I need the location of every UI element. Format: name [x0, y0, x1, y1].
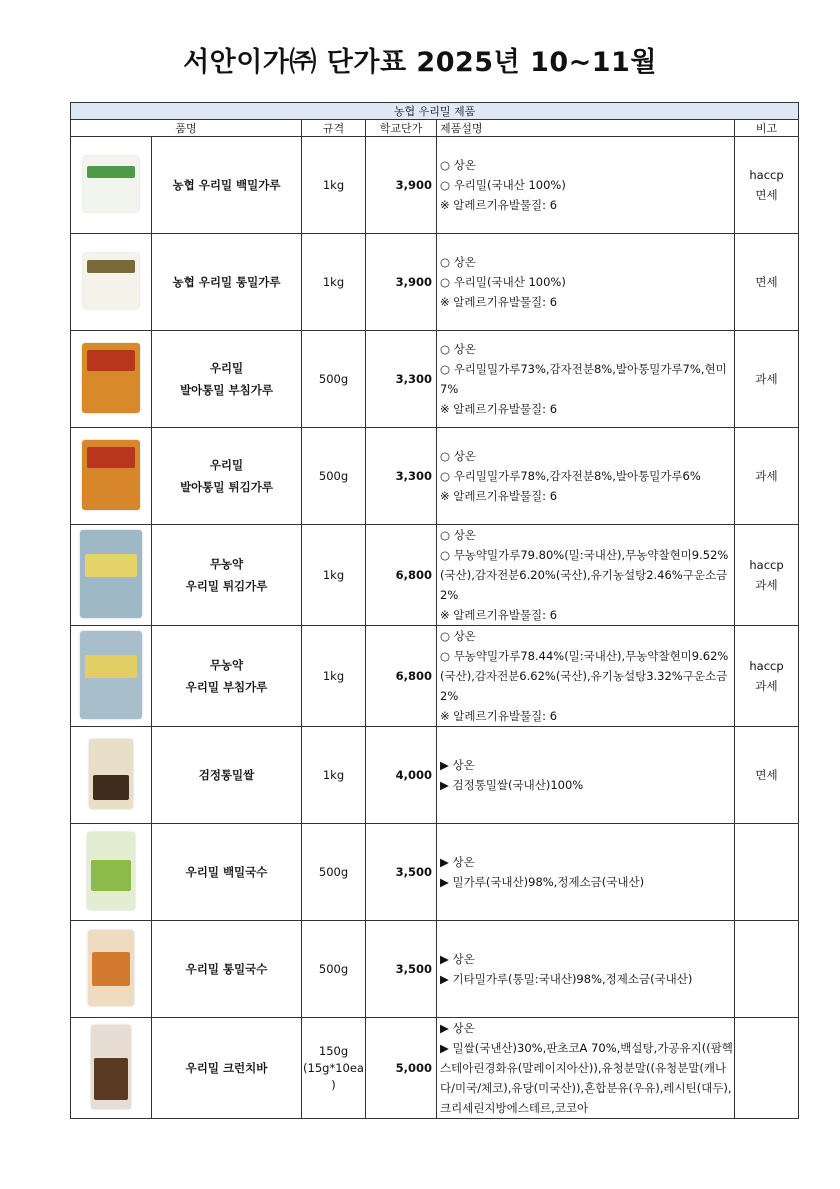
product-desc-line: ▶ 밀쌀(국낸산)30%,판초코A 70%,백설탕,가공유지((팜헥스테아린경화유(말레이지아산)),유청분말((유청분말(캐나다/미국/체코),유당(미국산)),혼합분유(우유),레시틴(대두),크리세린지방에스테르,코코아 — [440, 1041, 733, 1115]
product-name-line: 우리밀 부침가루 — [185, 680, 268, 694]
product-spec — [302, 331, 366, 428]
table-row — [71, 428, 799, 525]
product-image-cell — [71, 525, 152, 626]
product-image-label — [87, 447, 136, 468]
table-row — [71, 824, 799, 921]
product-image — [83, 156, 139, 212]
product-image — [87, 832, 135, 910]
header-desc: 제품설명 — [437, 120, 735, 137]
product-desc-line: ▶ 상온 — [440, 855, 475, 869]
product-name — [152, 525, 302, 626]
product-image — [80, 631, 142, 719]
product-spec-line: 150g — [318, 1043, 349, 1058]
product-spec-line: 1kg — [322, 567, 345, 582]
product-desc-line: ○ 우리밀밀가루78%,감자전분8%,발아통밀가루6% — [440, 469, 701, 483]
product-price: 3,900 — [366, 137, 437, 234]
product-spec-line: (15g*10ea — [303, 1060, 364, 1075]
product-spec — [302, 626, 366, 727]
product-desc — [437, 137, 735, 234]
product-desc — [437, 921, 735, 1018]
product-price: 3,300 — [366, 331, 437, 428]
product-name — [152, 921, 302, 1018]
product-desc-line: ▶ 기타밀가루(통밀:국내산)98%,정제소금(국내산) — [440, 972, 693, 986]
product-spec — [302, 727, 366, 824]
product-name-line: 농협 우리밀 백밀가루 — [172, 178, 281, 192]
header-note: 비고 — [735, 120, 799, 137]
product-desc-line: ※ 알레르기유발물질: 6 — [440, 608, 558, 622]
product-note-line: 과세 — [755, 679, 778, 693]
product-desc — [437, 331, 735, 428]
product-spec-line: 1kg — [322, 274, 345, 289]
product-price: 5,000 — [366, 1018, 437, 1119]
product-image — [83, 253, 139, 309]
product-image-cell — [71, 824, 152, 921]
product-spec — [302, 428, 366, 525]
product-desc-line: ▶ 상온 — [440, 758, 475, 772]
product-spec-line: 500g — [318, 864, 349, 879]
product-price: 3,500 — [366, 824, 437, 921]
product-note — [735, 1018, 799, 1119]
product-desc — [437, 824, 735, 921]
table-row — [71, 234, 799, 331]
product-image — [82, 440, 140, 510]
product-image-label — [94, 1058, 128, 1100]
product-spec — [302, 824, 366, 921]
product-desc — [437, 727, 735, 824]
product-desc-line: ▶ 밀가루(국내산)98%,정제소금(국내산) — [440, 875, 645, 889]
product-image-cell — [71, 331, 152, 428]
product-image-label — [87, 260, 134, 272]
product-price: 4,000 — [366, 727, 437, 824]
table-row — [71, 626, 799, 727]
product-desc-line: ○ 무농약밀가루78.44%(밀:국내산),무농약찰현미9.62%(국산),감자전분6.62%(국산),유기농설탕3.32%구운소금2% — [440, 649, 729, 703]
product-image — [88, 930, 134, 1006]
product-desc-line: ※ 알레르기유발물질: 6 — [440, 198, 558, 212]
product-name — [152, 1018, 302, 1119]
product-name — [152, 331, 302, 428]
product-image — [91, 1025, 131, 1109]
header-price: 학교단가 — [366, 120, 437, 137]
product-image — [82, 343, 140, 413]
product-spec-line: 1kg — [322, 177, 345, 192]
product-spec-line: 500g — [318, 371, 349, 386]
product-note — [735, 234, 799, 331]
product-note-line: 과세 — [755, 372, 778, 386]
product-name-line: 무농약 — [209, 557, 244, 571]
product-note — [735, 727, 799, 824]
product-name-line: 우리밀 — [209, 458, 244, 472]
product-image-cell — [71, 234, 152, 331]
product-name-line: 우리밀 — [209, 361, 244, 375]
product-desc-line: ○ 상온 — [440, 158, 476, 172]
table-row — [71, 1018, 799, 1119]
product-name — [152, 727, 302, 824]
table-row — [71, 921, 799, 1018]
product-name-line: 우리밀 백밀국수 — [185, 865, 268, 879]
product-image-label — [85, 655, 137, 678]
product-note-line: 면세 — [755, 768, 778, 782]
table-row — [71, 331, 799, 428]
product-desc-line: ▶ 상온 — [440, 952, 475, 966]
product-desc — [437, 626, 735, 727]
product-spec — [302, 921, 366, 1018]
product-desc-line: ▶ 상온 — [440, 1021, 475, 1035]
product-image-label — [87, 166, 134, 178]
product-name — [152, 626, 302, 727]
product-note-line: haccp — [749, 558, 784, 572]
product-name-line: 검정통밀쌀 — [198, 768, 255, 782]
price-table — [70, 102, 799, 1119]
product-image-cell — [71, 137, 152, 234]
product-note-line: 면세 — [755, 188, 778, 202]
product-price: 3,300 — [366, 428, 437, 525]
product-desc-line: ○ 상온 — [440, 629, 476, 643]
product-name-line: 우리밀 튀김가루 — [185, 579, 268, 593]
product-desc-line: ▶ 검정통밀쌀(국내산)100% — [440, 778, 584, 792]
product-desc-line: ○ 상온 — [440, 449, 476, 463]
product-note — [735, 525, 799, 626]
product-price: 3,500 — [366, 921, 437, 1018]
product-name — [152, 428, 302, 525]
product-name-line: 발아통밀 튀김가루 — [180, 480, 273, 494]
product-note — [735, 331, 799, 428]
product-desc-line: ○ 상온 — [440, 255, 476, 269]
product-image-cell — [71, 727, 152, 824]
product-note-line: 과세 — [755, 578, 778, 592]
product-name — [152, 137, 302, 234]
product-name-line: 무농약 — [209, 658, 244, 672]
product-image-cell — [71, 1018, 152, 1119]
product-spec — [302, 525, 366, 626]
product-image — [80, 530, 142, 618]
header-name: 품명 — [71, 120, 302, 137]
product-name-line: 농협 우리밀 통밀가루 — [172, 275, 281, 289]
product-desc-line: ○ 상온 — [440, 528, 476, 542]
product-desc-line: ※ 알레르기유발물질: 6 — [440, 489, 558, 503]
product-desc-line: ※ 알레르기유발물질: 6 — [440, 709, 558, 723]
product-image-label — [87, 350, 136, 371]
page-title: 서안이가㈜ 단가표 2025년 10~11월 — [183, 47, 657, 78]
header-spec: 규격 — [302, 120, 366, 137]
product-image-label — [85, 554, 137, 577]
product-note — [735, 626, 799, 727]
product-desc-line: ○ 우리밀(국내산 100%) — [440, 178, 566, 192]
product-image — [89, 739, 133, 809]
product-note-line: haccp — [749, 659, 784, 673]
product-desc-line: ※ 알레르기유발물질: 6 — [440, 402, 558, 416]
product-name — [152, 824, 302, 921]
product-note — [735, 824, 799, 921]
product-note-line: 과세 — [755, 469, 778, 483]
table-row — [71, 137, 799, 234]
product-image-label — [93, 775, 130, 800]
product-spec-line: 1kg — [322, 767, 345, 782]
product-desc-line: ○ 우리밀밀가루73%,감자전분8%,발아통밀가루7%,현미7% — [440, 362, 727, 396]
product-name-line: 발아통밀 부침가루 — [180, 383, 273, 397]
product-name-line: 우리밀 크런치바 — [185, 1061, 268, 1075]
product-spec-line: 500g — [318, 961, 349, 976]
product-image-cell — [71, 921, 152, 1018]
product-note-line: 면세 — [755, 275, 778, 289]
product-spec-line: ) — [331, 1077, 336, 1092]
product-desc — [437, 428, 735, 525]
product-note — [735, 921, 799, 1018]
product-desc-line: ○ 무농약밀가루79.80%(밀:국내산),무농약찰현미9.52%(국산),감자전분6.20%(국산),유기농설탕2.46%구운소금2% — [440, 548, 729, 602]
table-row — [71, 727, 799, 824]
product-spec — [302, 234, 366, 331]
table-banner-row — [71, 103, 799, 120]
product-name-line: 우리밀 통밀국수 — [185, 962, 268, 976]
product-price: 6,800 — [366, 626, 437, 727]
product-image-cell — [71, 428, 152, 525]
table-row — [71, 525, 799, 626]
product-desc-line: ○ 상온 — [440, 342, 476, 356]
product-spec-line: 500g — [318, 468, 349, 483]
product-spec — [302, 137, 366, 234]
product-note-line: haccp — [749, 168, 784, 182]
product-desc — [437, 234, 735, 331]
product-spec — [302, 1018, 366, 1119]
product-price: 6,800 — [366, 525, 437, 626]
product-desc-line: ※ 알레르기유발물질: 6 — [440, 295, 558, 309]
table-banner: 농협 우리밀 제품 — [71, 103, 799, 120]
product-spec-line: 1kg — [322, 668, 345, 683]
product-image-label — [92, 952, 131, 985]
product-desc-line: ○ 우리밀(국내산 100%) — [440, 275, 566, 289]
table-header-row — [71, 120, 799, 137]
product-price: 3,900 — [366, 234, 437, 331]
product-note — [735, 428, 799, 525]
product-desc — [437, 1018, 735, 1119]
product-desc — [437, 525, 735, 626]
product-name — [152, 234, 302, 331]
product-image-cell — [71, 626, 152, 727]
product-note — [735, 137, 799, 234]
product-image-label — [91, 860, 131, 891]
